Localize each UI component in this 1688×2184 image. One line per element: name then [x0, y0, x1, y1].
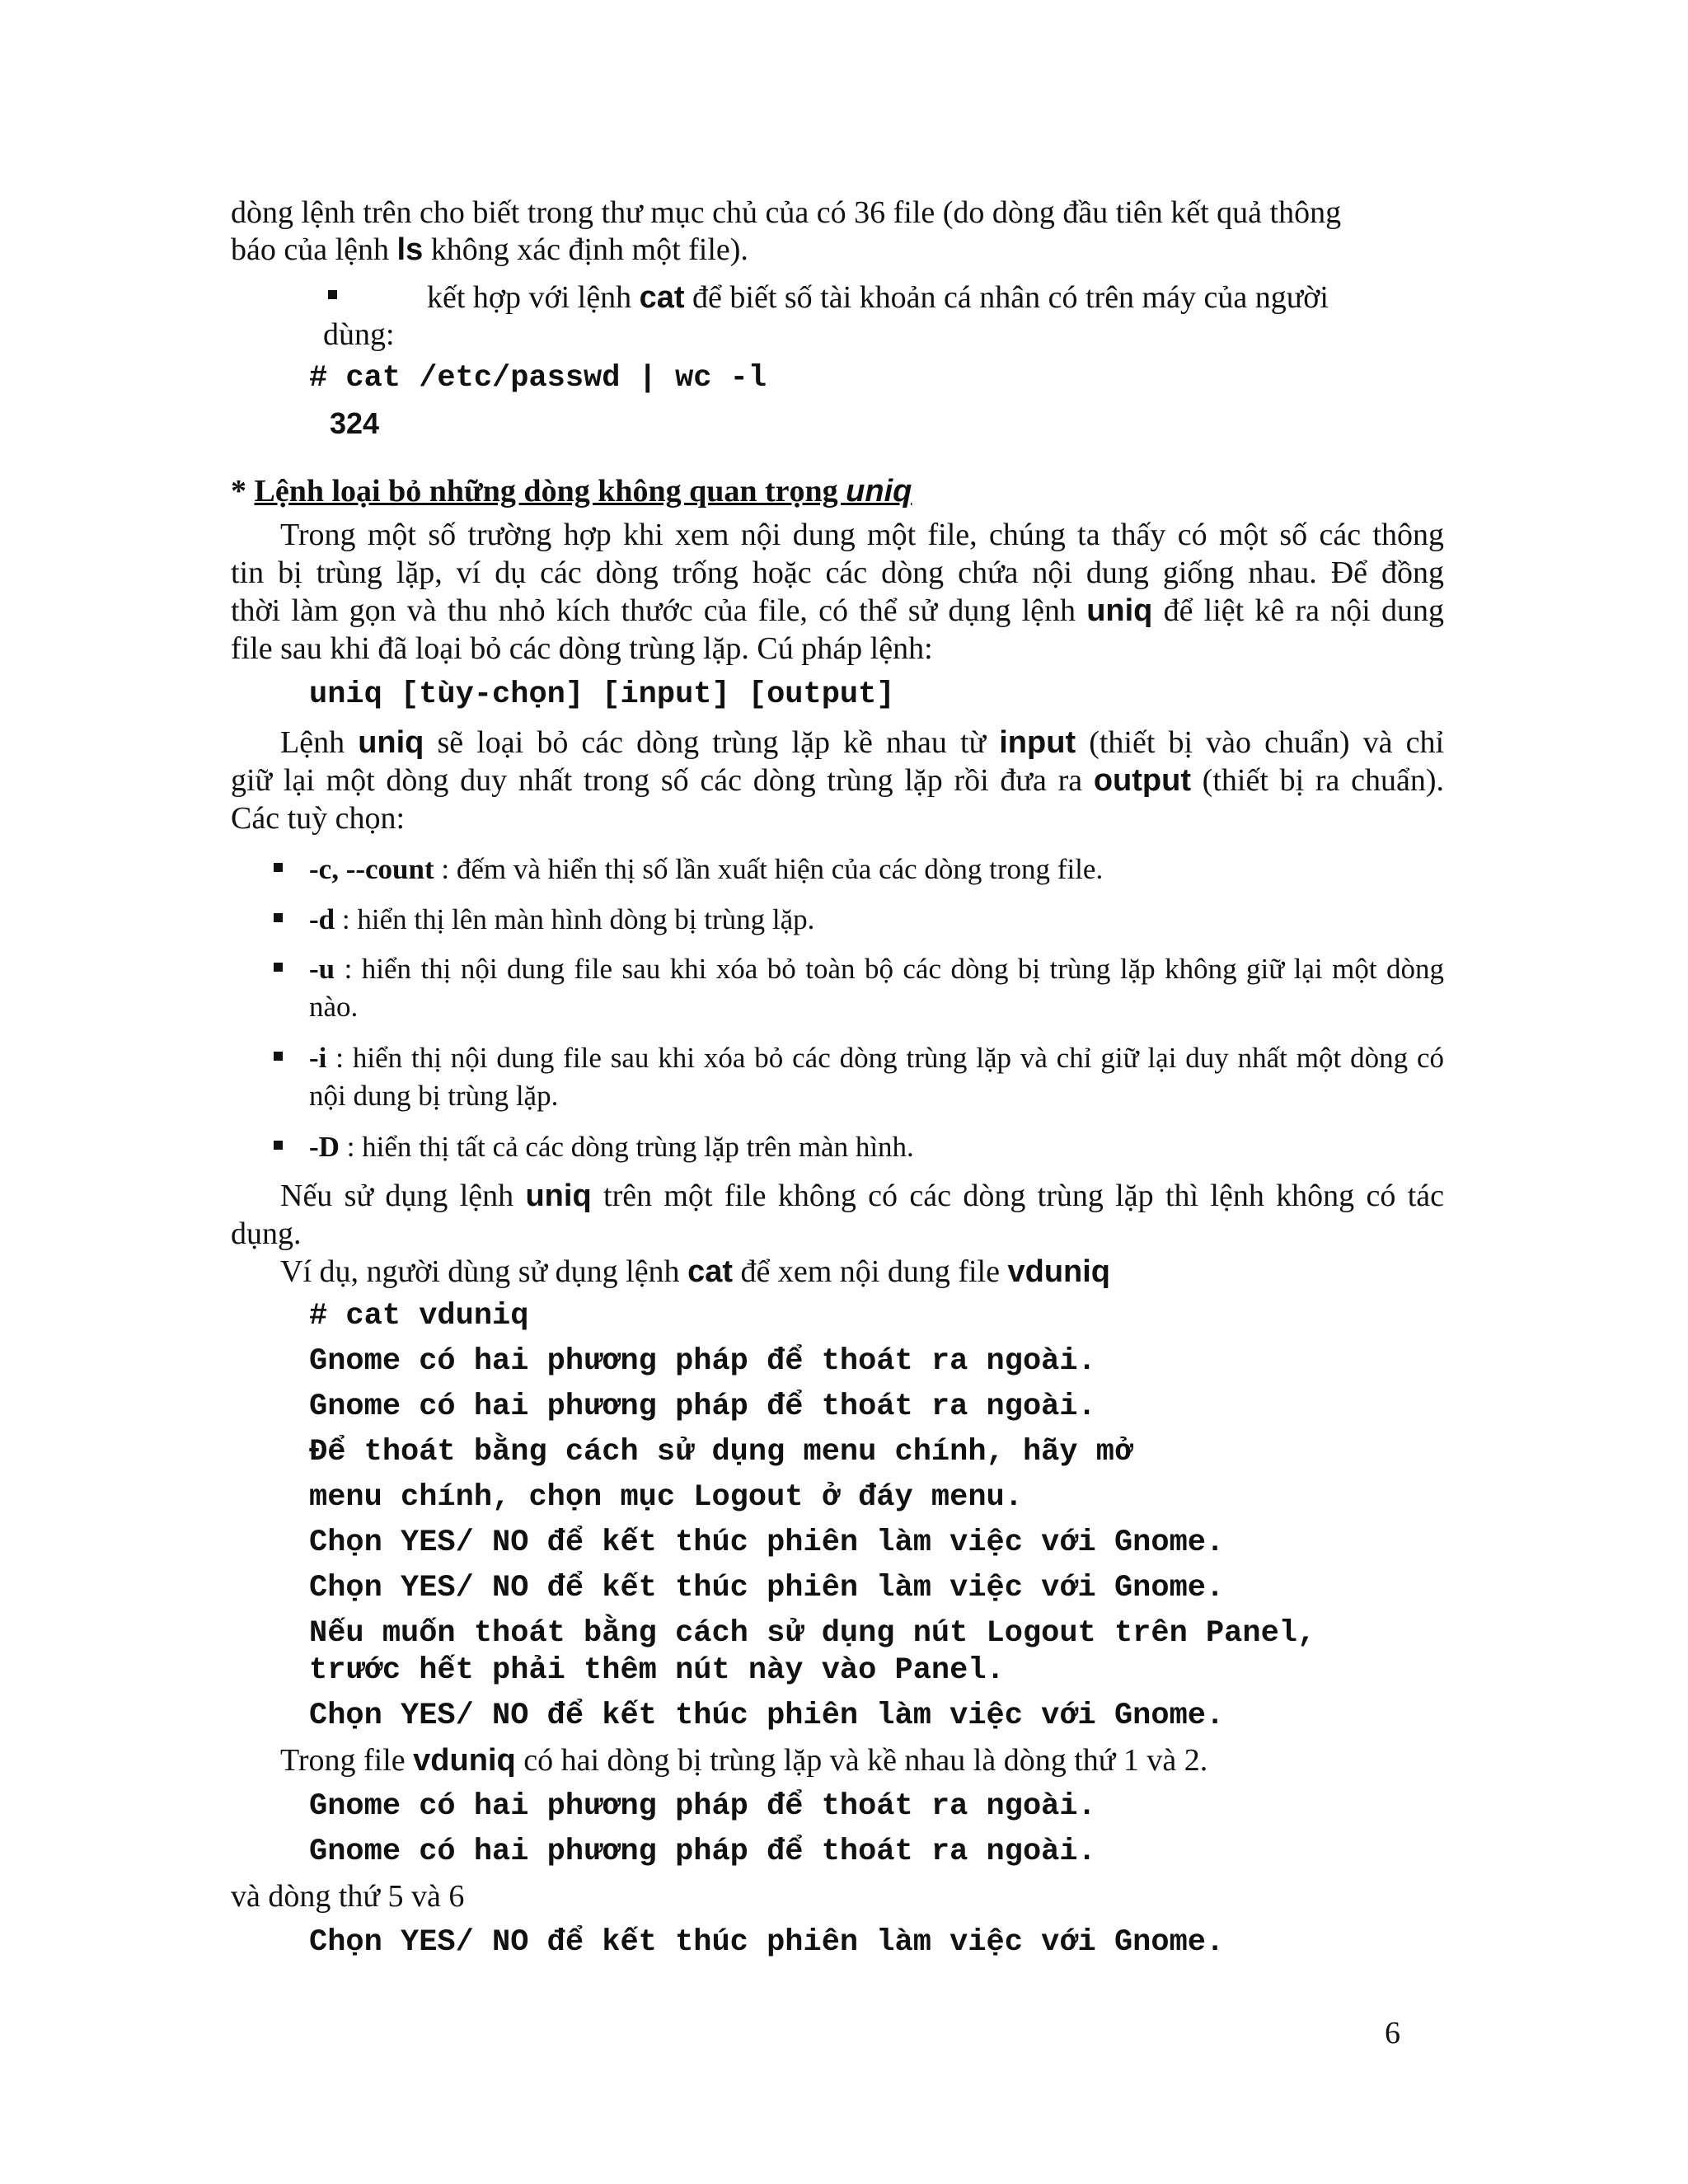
wc-description-line-1: kết hợp với lệnh cat để biết số tài khoản cá nhân có trên máy của người	[427, 280, 1329, 315]
code-line: Chọn YES/ NO để kết thúc phiên làm việc với Gnome.	[309, 1526, 1225, 1560]
code-line: # cat vduniq	[309, 1299, 529, 1333]
intro-line-2: báo của lệnh ls không xác định một file).	[231, 232, 748, 267]
inline-command: uniq	[1086, 593, 1153, 628]
bullet-marker	[328, 290, 337, 299]
inline-command: cat	[687, 1254, 733, 1289]
option-item-continued: nội dung bị trùng lặp.	[309, 1080, 559, 1112]
note-line-1: Nếu sử dụng lệnh uniq trên một file không có các dòng trùng lặp thì lệnh không có tác	[280, 1179, 1444, 1213]
bullet-marker	[274, 1141, 283, 1150]
option-item: -i : hiển thị nội dung file sau khi xóa bỏ các dòng trùng lặp và chỉ giữ lại duy nhất một dòng có	[309, 1042, 1444, 1074]
option-item: -d : hiển thị lên màn hình dòng bị trùng lặp.	[309, 903, 815, 935]
bullet-marker	[274, 913, 283, 922]
code-line: Nếu muốn thoát bằng cách sử dụng nút Logout trên Panel,	[309, 1616, 1316, 1651]
option-item-continued: nào.	[309, 991, 359, 1023]
inline-filename: vduniq	[413, 1743, 516, 1778]
desc-line-3: thời làm gọn và thu nhỏ kích thước của file, có thể sử dụng lệnh uniq để liệt kê ra nội dung	[231, 593, 1444, 628]
intro-line-1: dòng lệnh trên cho biết trong thư mục chủ của có 36 file (do dòng đầu tiên kết quả thông	[231, 195, 1342, 230]
code-line: Chọn YES/ NO để kết thúc phiên làm việc với Gnome.	[309, 1571, 1225, 1605]
explain-line-3: Các tuỳ chọn:	[231, 801, 406, 836]
desc-line-2: tin bị trùng lặp, ví dụ các dòng trống hoặc các dòng chứa nội dung giống nhau. Để đồng	[231, 555, 1444, 590]
section-heading: * Lệnh loại bỏ những dòng không quan trọng uniq	[231, 474, 912, 509]
bullet-marker	[274, 963, 283, 972]
bullet-marker	[274, 1052, 283, 1061]
inline-command: uniq	[525, 1179, 592, 1213]
code-line: Gnome có hai phương pháp để thoát ra ngoài.	[309, 1390, 1096, 1424]
option-item: -c, --count : đếm và hiển thị số lần xuất hiện của các dòng trong file.	[309, 853, 1104, 885]
desc-line-1: Trong một số trường hợp khi xem nội dung một file, chúng ta thấy có một số các thông	[280, 518, 1444, 552]
wc-command: # cat /etc/passwd | wc -l	[309, 361, 767, 396]
desc-line-4: file sau khi đã loại bỏ các dòng trùng lặp. Cú pháp lệnh:	[231, 631, 933, 666]
wc-description-line-2: dùng:	[323, 317, 395, 352]
code-line: Để thoát bằng cách sử dụng menu chính, hãy mở	[309, 1435, 1133, 1469]
note-line-2: dụng.	[231, 1216, 302, 1251]
wc-result: 324	[330, 406, 380, 440]
page-number: 6	[1385, 2016, 1400, 2050]
option-item: -u : hiển thị nội dung file sau khi xóa bỏ toàn bộ các dòng bị trùng lặp không giữ lại một dòng	[309, 953, 1444, 985]
explain-line-1: Lệnh uniq sẽ loại bỏ các dòng trùng lặp kề nhau từ input (thiết bị vào chuẩn) và chỉ	[280, 725, 1445, 760]
code-line: Chọn YES/ NO để kết thúc phiên làm việc với Gnome.	[309, 1699, 1225, 1733]
code-line: Gnome có hai phương pháp để thoát ra ngoài.	[309, 1789, 1096, 1824]
explain-line-2: giữ lại một dòng duy nhất trong số các dòng trùng lặp rồi đưa ra output (thiết bị ra chuẩn).	[231, 763, 1444, 798]
code-line: Gnome có hai phương pháp để thoát ra ngoài.	[309, 1344, 1096, 1379]
example-intro: Ví dụ, người dùng sử dụng lệnh cat để xem nội dung file vduniq	[280, 1254, 1111, 1289]
inline-command: uniq	[358, 725, 424, 760]
uniq-syntax: uniq [tùy-chọn] [input] [output]	[309, 677, 895, 712]
heading-command: uniq	[846, 474, 912, 509]
option-item: -D : hiển thị tất cả các dòng trùng lặp trên màn hình.	[309, 1131, 914, 1163]
and-lines-note: và dòng thứ 5 và 6	[231, 1879, 465, 1914]
code-line: menu chính, chọn mục Logout ở đáy menu.	[309, 1480, 1023, 1515]
inline-command: cat	[639, 280, 685, 315]
inline-command: ls	[396, 232, 424, 267]
code-line: Gnome có hai phương pháp để thoát ra ngoài.	[309, 1835, 1096, 1869]
duplicate-note: Trong file vduniq có hai dòng bị trùng lặp và kề nhau là dòng thứ 1 và 2.	[280, 1743, 1208, 1778]
bullet-marker	[274, 863, 283, 872]
inline-filename: vduniq	[1007, 1254, 1111, 1289]
code-line: trước hết phải thêm nút này vào Panel.	[309, 1653, 1005, 1688]
inline-keyword: input	[999, 725, 1076, 760]
inline-keyword: output	[1093, 763, 1191, 798]
code-line: Chọn YES/ NO để kết thúc phiên làm việc với Gnome.	[309, 1925, 1225, 1960]
